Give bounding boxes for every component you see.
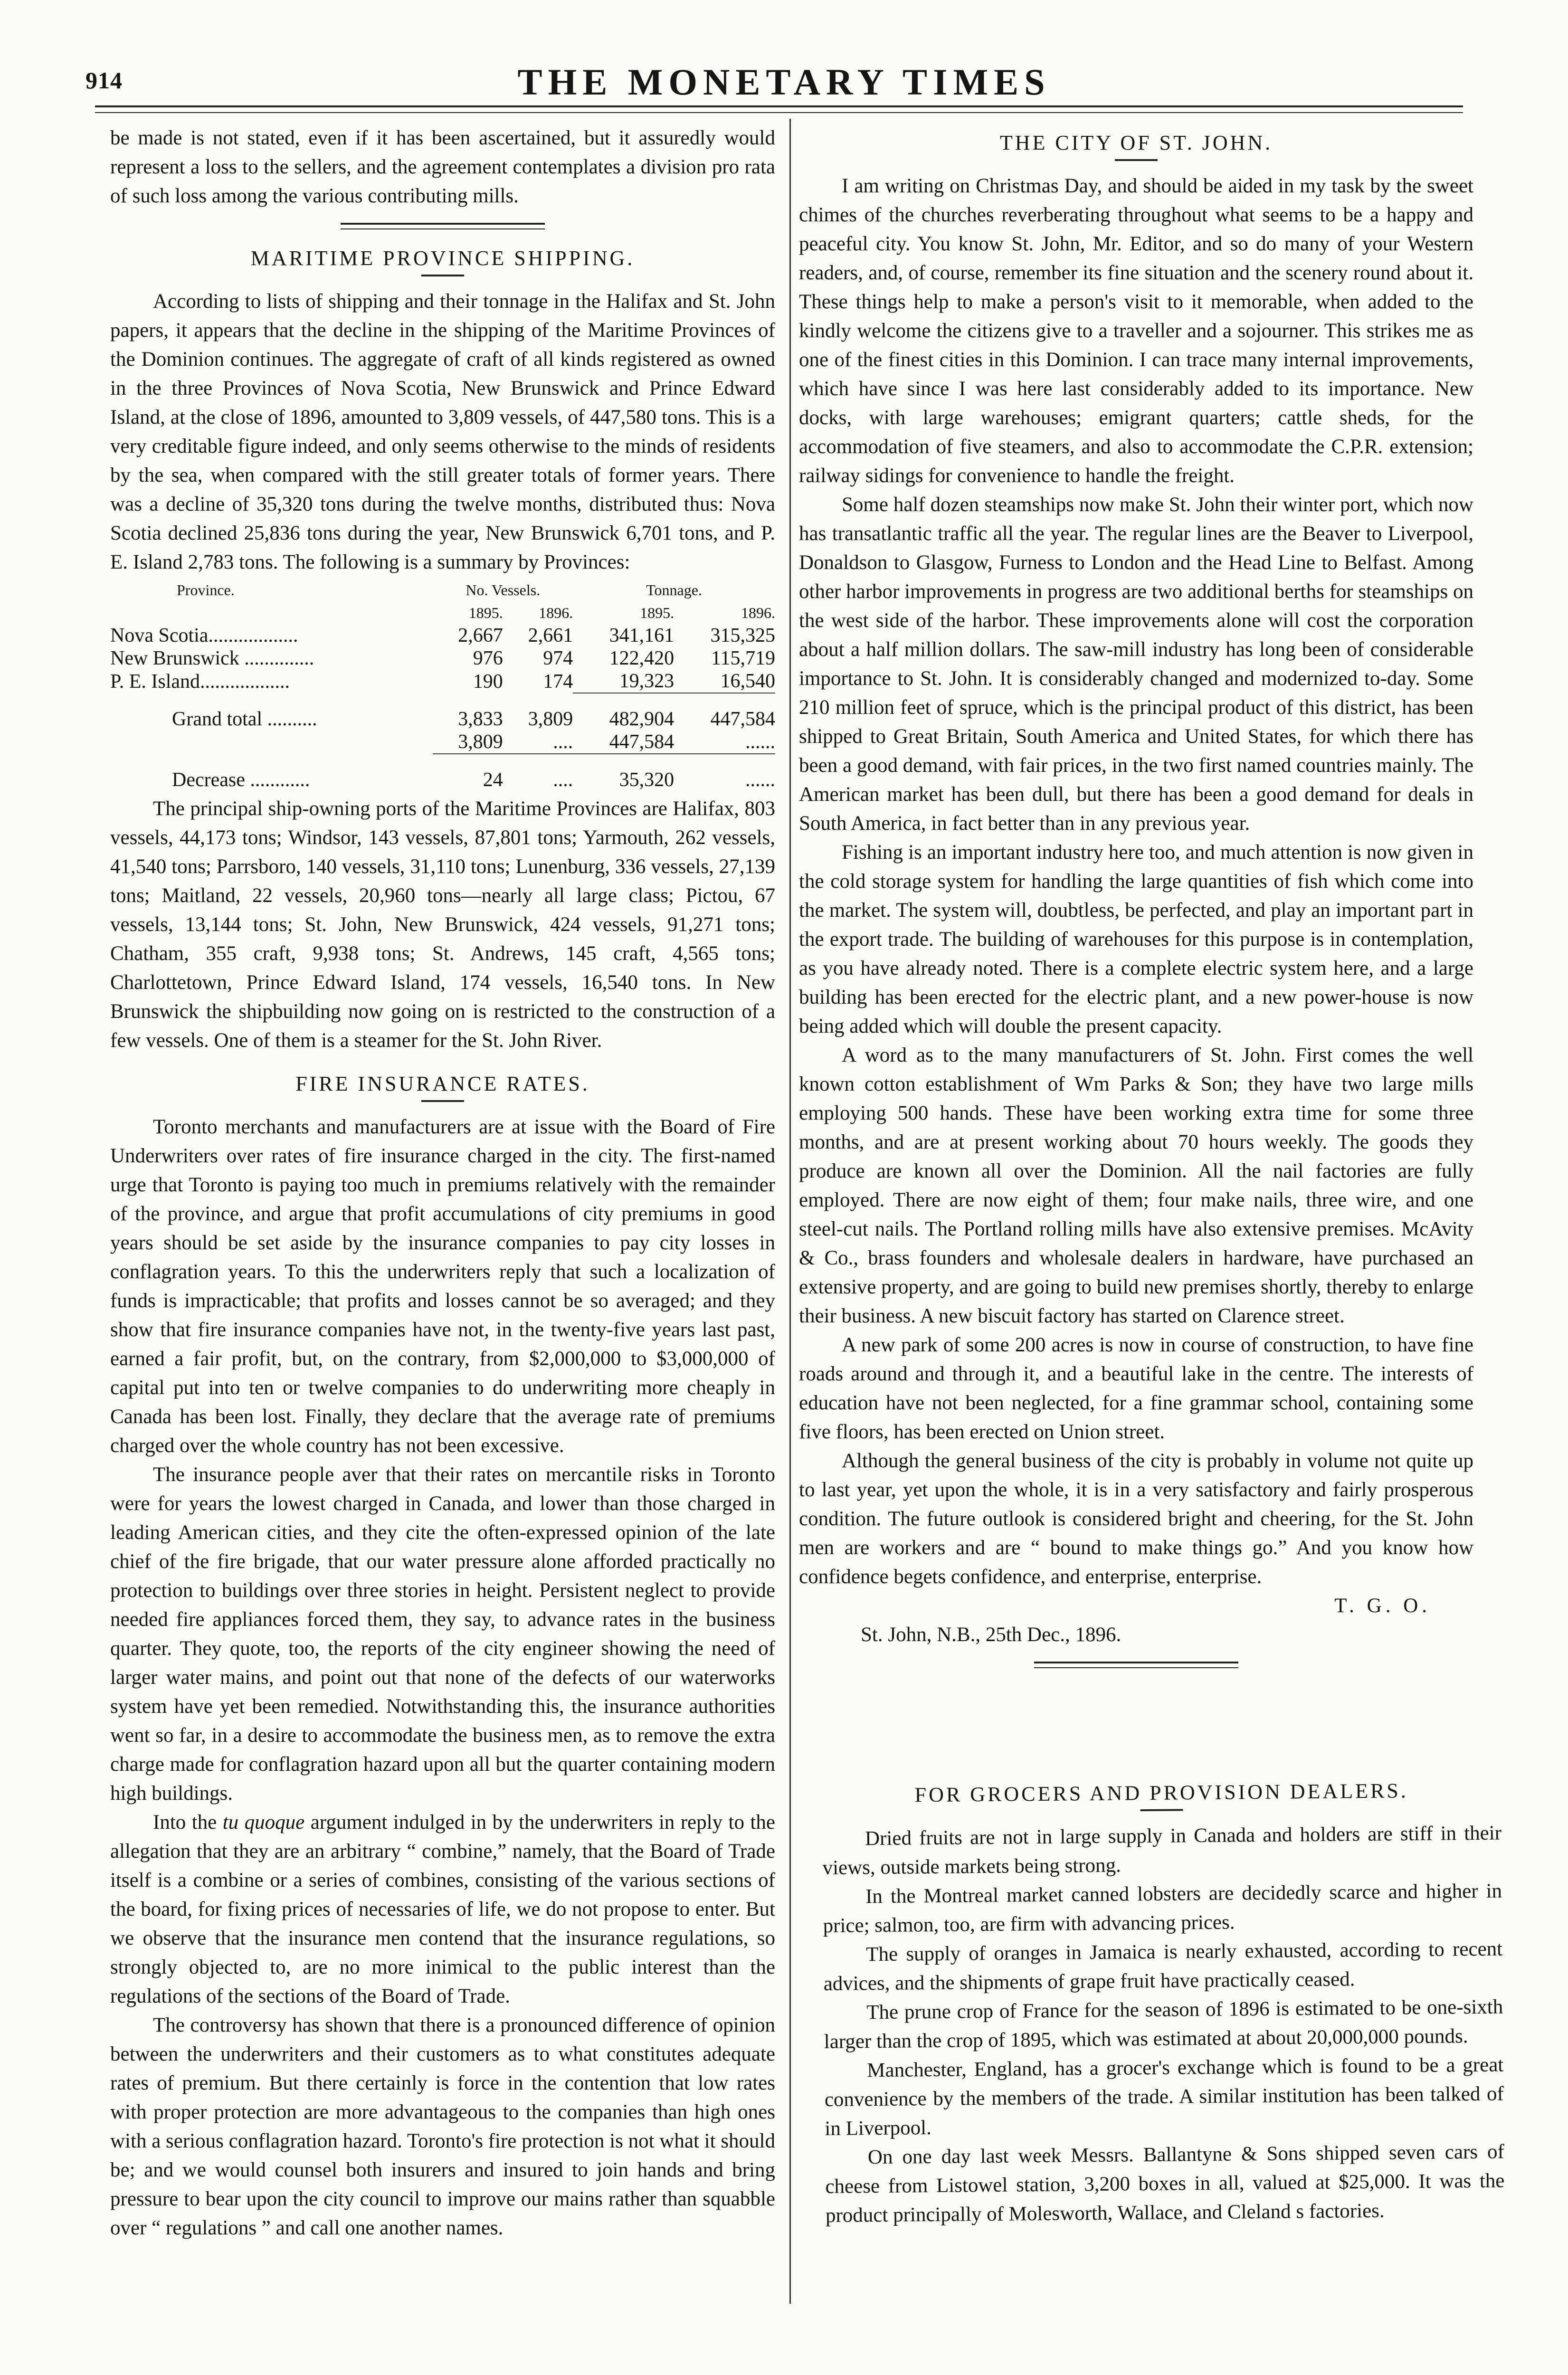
fire-headline: FIRE INSURANCE RATES. — [295, 1072, 590, 1095]
table-row-grand-total — [110, 708, 775, 731]
table-cell: ...... — [745, 731, 775, 753]
table-cell: 19,323 — [619, 670, 675, 692]
shipping-headline: MARITIME PROVINCE SHIPPING. — [250, 247, 635, 270]
table-cell: .... — [553, 731, 573, 753]
masthead-rule — [95, 105, 1463, 107]
table-cell: 122,420 — [609, 647, 675, 669]
table-header-tonnage: Tonnage. — [646, 581, 702, 598]
table-cell: 482,904 — [609, 708, 675, 730]
table-row — [110, 624, 775, 647]
table-cell: 115,719 — [711, 647, 775, 669]
signature: T. G. O. — [1334, 1595, 1431, 1617]
table-row-decrease — [110, 769, 775, 791]
table-header-vessels: No. Vessels. — [466, 581, 541, 598]
stjohn-paragraph: Some half dozen steamships now make St. John their winter port, which now has transatlantic traffic all the year. The regular lines are the Beaver to Liverpool, Donaldson to Glasgow, Furness to London and the Head Line to Belfast. Among other harbor improvements in progress are two additional berths for steamships on the west side of the harbor. These improvements alone will cost the corporation about a half million dollars. The saw-mill industry has long been of considerable importance to St. John. It is considerably changed and modernized to-day. Some 210 million feet of spruce, which is the principal product of this district, has been shipped to Great Britain, South America and United States, for which there has been a good demand, with fair prices, in the two first named countries mainly. The American market has been dull, but there has been a good demand for deals in South America, in fact better than in any previous year. — [799, 494, 1473, 835]
masthead-rule-thin — [95, 112, 1463, 113]
table-cell-label: Decrease ............ — [172, 769, 310, 791]
headline-rule — [421, 1100, 464, 1102]
headline-rule — [1140, 1809, 1183, 1811]
italic-term: tu quoque — [222, 1811, 305, 1834]
table-cell-label: Grand total .......... — [172, 708, 317, 730]
continued-paragraph: be made is not stated, even if it has been ascertained, but it assuredly would represent a loss to the sellers, and the agreement contemplates a division pro rata of such loss among the various contributing mills. — [110, 127, 775, 207]
table-cell: 3,809 — [528, 708, 573, 730]
table-cell: 2,661 — [528, 625, 573, 646]
dateline: St. John, N.B., 25th Dec., 1896. — [861, 1624, 1121, 1646]
column-divider — [789, 119, 791, 2304]
fire-paragraph — [110, 1808, 775, 2011]
masthead: THE MONETARY TIMES — [517, 61, 1051, 103]
stjohn-headline: THE CITY OF ST. JOHN. — [999, 131, 1273, 154]
table-cell: 2,667 — [458, 625, 503, 646]
table-year: 1896. — [539, 604, 573, 621]
headline-rule — [421, 275, 464, 276]
grocers-paragraph: The supply of oranges in Jamaica is nearly exhausted, according to recent advices, and the shipments of grape fruit have practically ceased. — [823, 1938, 1503, 1995]
section-rule — [341, 223, 545, 229]
shipping-ports-paragraph: The principal ship-owning ports of the Maritime Provinces are Halifax, 803 vessels, 44,173 tons; Windsor, 143 vessels, 87,801 tons; Yarmouth, 262 vessels, 41,540 tons; Parrsboro, 140 vessels, 31,110 tons; Lunenburg, 336 vessels, 27,139 tons; Maitland, 22 vessels, 20,960 tons—nearly all large class; Pictou, 67 vessels, 13,144 tons; St. John, New Brunswick, 424 vessels, 91,271 tons; Chatham, 355 craft, 9,938 tons; St. Andrews, 145 craft, 4,565 tons; Charlottetown, Prince Edward Island, 174 vessels, 16,540 tons. In New Brunswick the shipbuilding now going on is restricted to the construction of a few vessels. One of them is a steamer for the St. John River. — [110, 798, 775, 1052]
right-column — [799, 124, 1473, 1672]
stjohn-paragraph: I am writing on Christmas Day, and should be aided in my task by the sweet chimes of the churches reverberating throughout what seems to be a happy and peaceful city. You know St. John, Mr. Editor, and so do many of your Western readers, and, of course, remember its fine situation and the scenery round about it. These things help to make a person's visit to it memorable, when added to the kindly welcome the citizens give to a traveller and a sojourner. This strikes me as one of the finest cities in this Dominion. I can trace many internal improvements, which have since I was here last considerably added to its importance. New docks, with large warehouses; emigrant quarters; cattle sheds, for the accommodation of five steamers, and also to accommodate the C.P.R. extension; railway sidings for convenience to handle the freight. — [799, 175, 1473, 487]
fire-paragraph: The controversy has shown that there is a pronounced difference of opinion between the underwriters and their customers as to what constitutes adequate rates of premium. But there certainly is force in the contention that low rates with proper protection are more advantageous to the companies than high ones with a serious conflagration hazard. Toronto's fire protection is not what it should be; and we would counsel both insurers and insured to join hands and bring pressure to bear upon the city council to improve our mains rather than squabble over “ regulations ” and call one another names. — [110, 2014, 775, 2239]
table-cell: 3,809 — [458, 731, 503, 753]
stjohn-paragraph: A word as to the many manufacturers of St. John. First comes the well known cotton establishment of Wm Parks & Son; they have two large mills employing 500 hands. These have been working extra time for some three months, and are at present working about 70 hours weekly. The goods they produce are known all over the Dominion. All the nail factories are fully employed. There are now eight of them; four make nails, three wire, and one steel-cut nails. The Portland rolling mills have also extensive premises. McAvity & Co., brass founders and wholesale dealers in hardware, have purchased an extensive property, and are going to build new premises shortly, thereby to enlarge their business. A new biscuit factory has started on Clarence street. — [799, 1044, 1473, 1327]
page-number: 914 — [86, 67, 123, 94]
table-cell: 976 — [473, 647, 503, 669]
table-cell: 447,584 — [710, 708, 775, 730]
table-year: 1896. — [741, 604, 775, 621]
headline-rule — [1115, 159, 1158, 161]
table-cell: 974 — [543, 647, 573, 669]
grocers-paragraph: In the Montreal market canned lobsters are decidedly scarce and higher in price; salmon, too, are firm with advancing prices. — [823, 1880, 1502, 1937]
text-run: argument indulged in by the underwriters in reply to the allegation that they are an arbitrary “ combine,” namely, that the Board of Trade itself is a combine or a series of combines, consisting of the various sections of the board, for fixing prices of necessaries of life, we do not propose to enter. But we observe that the insurance men contend that the insurance regulations, so strongly objected to, are no more inimical to the public interest than the regulations of the sections of the Board of Trade. — [110, 1811, 775, 2007]
table-cell-province: P. E. Island.................. — [110, 670, 290, 693]
table-row — [110, 670, 775, 693]
grocers-headline: FOR GROCERS AND PROVISION DEALERS. — [914, 1779, 1408, 1807]
grocers-section — [822, 1776, 1505, 2230]
table-cell: 315,325 — [710, 625, 775, 646]
table-cell: 174 — [543, 670, 573, 693]
table-year: 1895. — [640, 604, 675, 621]
table-cell: 24 — [483, 769, 503, 791]
grocers-paragraph: On one day last week Messrs. Ballantyne & Sons shipped seven cars of cheese from Listowel station, 3,200 boxes in all, valued at $25,000. It was the product principally of Molesworth, Wallace, and Cleland s factories. — [825, 2140, 1505, 2227]
left-column — [110, 124, 775, 2242]
stjohn-paragraph: Although the general business of the city is probably in volume not quite up to last year, yet upon the whole, it is in a very satisfactory and fairly prosperous condition. The future outlook is considered bright and cheering, for the St. John men are workers and are “ bound to make things go.” And you know how confidence begets confidence, and enterprise, enterprise. — [799, 1450, 1473, 1588]
table-cell: 447,584 — [609, 731, 675, 753]
table-cell: 16,540 — [720, 670, 775, 692]
table-cell-province: Nova Scotia.................. — [110, 625, 298, 646]
text-run: Into the — [153, 1811, 223, 1834]
stjohn-paragraph: A new park of some 200 acres is now in course of construction, to have fine roads around and through it, and a beautiful lake in the centre. The interests of education have not been neglected, for a fine grammar school, containing some five floors, has been erected on Union street. — [799, 1334, 1473, 1443]
table-cell: 341,161 — [609, 625, 675, 646]
table-cell-province: New Brunswick .............. — [110, 647, 314, 669]
stjohn-paragraph: Fishing is an important industry here too, and much attention is now given in the cold storage system for handling the large quantities of fish which come into the market. The system will, doubtless, be perfected, and play an important part in the export trade. The building of warehouses for this purpose is in contemplation, as you have already noted. There is a complete electric system here, and a large building has been erected for the electric plant, and a new power-house is now being added which will double the present capacity. — [799, 841, 1473, 1037]
table-cell: 3,833 — [458, 708, 503, 730]
grocers-paragraph: The prune crop of France for the season of 1896 is estimated to be one-sixth larger than the crop of 1895, which was estimated at about 20,000,000 pounds. — [824, 1995, 1503, 2053]
fire-paragraph: Toronto merchants and manufacturers are at issue with the Board of Fire Underwriters over rates of fire insurance charged in the city. The first-named urge that Toronto is paying too much in premiums relatively with the remainder of the province, and argue that profit accumulations of city premiums in good years should be set aside by the insurance companies to pay city losses in conflagration years. To this the underwriters reply that such a localization of funds is impracticable; that profits and losses cannot be so averaged; and they show that fire insurance companies have not, in the twenty-five years last past, earned a fair profit, but, on the contrary, from $2,000,000 to $3,000,000 of capital put into ten or twelve companies to do underwriting more cheaply in Canada has been lost. Finally, they declare that the average rate of premiums charged over the whole country has not been excessive. — [110, 1116, 775, 1457]
table-cell: ...... — [745, 769, 775, 791]
table-year: 1895. — [468, 604, 503, 621]
grocers-paragraph: Manchester, England, has a grocer's exchange which is found to be a great convenience by the members of the trade. A similar institution has been talked of in Liverpool. — [824, 2053, 1504, 2140]
table-header-province: Province. — [177, 581, 235, 598]
table-row — [110, 731, 775, 754]
shipping-summary-table — [110, 579, 775, 791]
grocers-paragraph: Dried fruits are not in large supply in Canada and holders are stiff in their views, outside markets being strong. — [822, 1822, 1502, 1879]
table-cell: .... — [553, 769, 573, 791]
table-row — [110, 647, 775, 670]
shipping-paragraph: According to lists of shipping and their tonnage in the Halifax and St. John papers, it appears that the decline in the shipping of the Maritime Provinces of the Dominion continues. The aggregate of craft of all kinds registered as owned in the three Provinces of Nova Scotia, New Brunswick and Prince Edward Island, at the close of 1896, amounted to 3,809 vessels, of 447,580 tons. This is a very creditable figure indeed, and only seems otherwise to the minds of residents by the sea, when compared with the still greater totals of former years. There was a decline of 35,320 tons during the twelve months, distributed thus: Nova Scotia declined 25,836 tons during the year, New Brunswick 6,701 tons, and P. E. Island 2,783 tons. The following is a summary by Provinces: — [110, 290, 775, 573]
table-cell: 35,320 — [619, 769, 675, 791]
section-rule — [1034, 1662, 1238, 1668]
table-cell: 190 — [473, 670, 503, 693]
fire-paragraph: The insurance people aver that their rates on mercantile risks in Toronto were for years the lowest charged in Canada, and lower than those charged in leading American cities, and they cite the often-expressed opinion of the late chief of the fire brigade, that our water pressure alone afforded practically no protection to buildings over three stories in height. Persistent neglect to provide needed fire appliances forced them, they say, to advance rates in the business quarter. They quote, too, the reports of the city engineer showing the need of larger water mains, and point out that none of the defects of our waterworks system have yet been remedied. Notwithstanding this, the insurance authorities went so far, in a desire to accommodate the business men, as to remove the extra charge made for conflagration hazard upon all but the quarter containing modern high buildings. — [110, 1463, 775, 1805]
